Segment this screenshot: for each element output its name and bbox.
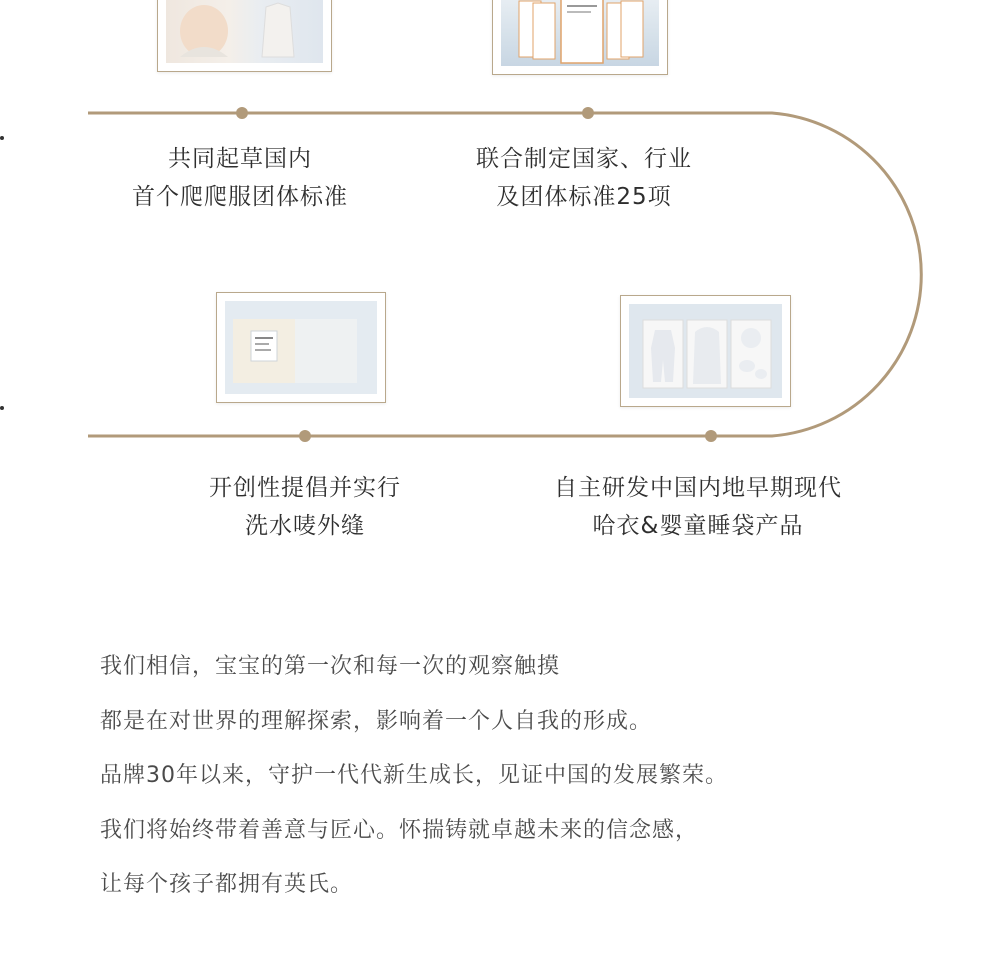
edge-marker — [0, 136, 4, 140]
milestone-caption-line: 哈衣&婴童睡袋产品 — [592, 513, 804, 539]
story-line: 我们相信，宝宝的第一次和每一次的观察触摸 — [100, 654, 561, 679]
milestone-caption-line: 洗水唛外缝 — [245, 513, 365, 539]
milestone-caption-line: 联合制定国家、行业 — [476, 146, 692, 172]
timeline-dot — [299, 430, 311, 442]
milestone-caption-line: 首个爬爬服团体标准 — [132, 184, 348, 210]
milestone-photo-frame — [157, 0, 332, 72]
brand-story — [100, 640, 920, 913]
milestone-caption — [424, 140, 744, 216]
milestone-photo-frame — [492, 0, 668, 75]
milestone-photo-frame — [620, 295, 791, 407]
romper-and-sleeping-bag-photo — [629, 304, 782, 398]
standards-documents-photo — [501, 0, 659, 66]
milestone-caption-line: 及团体标准25项 — [496, 184, 672, 210]
milestone-caption — [80, 140, 400, 216]
milestone-caption — [538, 469, 858, 545]
story-line: 让每个孩子都拥有英氏。 — [100, 872, 354, 897]
milestone-photo-frame — [216, 292, 386, 403]
timeline-dot — [236, 107, 248, 119]
timeline-dot — [582, 107, 594, 119]
timeline-dot — [705, 430, 717, 442]
baby-wearing-crawling-suit-photo — [166, 0, 323, 63]
garment-with-wash-label-photo — [225, 301, 377, 394]
milestone-caption-line: 开创性提倡并实行 — [209, 475, 401, 501]
milestone-caption-line: 自主研发中国内地早期现代 — [554, 475, 842, 501]
edge-marker — [0, 406, 4, 410]
milestone-caption-line: 共同起草国内 — [168, 146, 312, 172]
story-line: 我们将始终带着善意与匠心。怀揣铸就卓越未来的信念感， — [100, 817, 699, 843]
story-line: 品牌30年以来，守护一代代新生成长，见证中国的发展繁荣。 — [100, 763, 728, 788]
milestone-caption — [145, 469, 465, 545]
story-line: 都是在对世界的理解探索，影响着一个人自我的形成。 — [100, 708, 653, 734]
